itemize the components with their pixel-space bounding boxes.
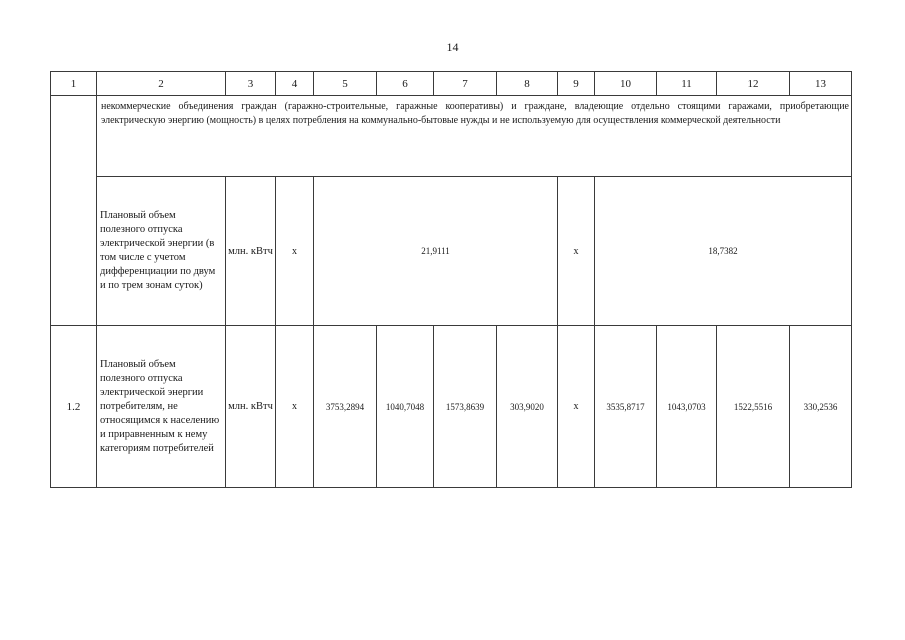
column-header: 11 bbox=[657, 72, 717, 96]
column-header: 13 bbox=[790, 72, 852, 96]
column-header: 6 bbox=[377, 72, 434, 96]
column-header: 12 bbox=[717, 72, 790, 96]
row-label: Плановый объем полезного отпуска электрической энергии потребителям, не относящимся к населению и приравненным к нему категориям потребителей bbox=[97, 326, 226, 488]
page-number: 14 bbox=[446, 40, 459, 54]
col4-cell: х bbox=[276, 177, 314, 326]
row-number-cell bbox=[51, 96, 97, 326]
col4-cell: х bbox=[276, 326, 314, 488]
unit-cell: млн. кВтч bbox=[226, 326, 276, 488]
column-header: 3 bbox=[226, 72, 276, 96]
value-cell: 303,9020 bbox=[497, 326, 558, 488]
unit-cell: млн. кВтч bbox=[226, 177, 276, 326]
header-row bbox=[51, 72, 852, 96]
value-cell: 3753,2894 bbox=[314, 326, 377, 488]
section-description: некоммерческие объединения граждан (гаражно-строительные, гаражные кооперативы) и граждане, владеющие отдельно стоящими гаражами, приобретающие электрическую энергию (мощность) в целях потребления на коммунально-бытовые нужды и не используемую для осуществления коммерческой деятельности bbox=[97, 96, 852, 177]
column-header: 5 bbox=[314, 72, 377, 96]
column-header: 2 bbox=[97, 72, 226, 96]
col9-cell: х bbox=[558, 177, 595, 326]
column-header: 1 bbox=[51, 72, 97, 96]
column-header: 8 bbox=[497, 72, 558, 96]
value-cell: 3535,8717 bbox=[595, 326, 657, 488]
column-header: 9 bbox=[558, 72, 595, 96]
column-header: 10 bbox=[595, 72, 657, 96]
row-number: 1.2 bbox=[51, 326, 97, 488]
value-cell: 1040,7048 bbox=[377, 326, 434, 488]
value-cell: 330,2536 bbox=[790, 326, 852, 488]
section-row bbox=[51, 96, 852, 177]
value-cell: 18,7382 bbox=[595, 177, 852, 326]
col9-cell: х bbox=[558, 326, 595, 488]
tariff-table bbox=[50, 71, 852, 488]
value-cell: 1573,8639 bbox=[434, 326, 497, 488]
table-row bbox=[51, 326, 852, 488]
value-cell: 21,9111 bbox=[314, 177, 558, 326]
column-header: 4 bbox=[276, 72, 314, 96]
table-row bbox=[51, 177, 852, 326]
column-header: 7 bbox=[434, 72, 497, 96]
row-label: Плановый объем полезного отпуска электрической энергии (в том числе с учетом дифференциации по двум и по трем зонам суток) bbox=[97, 177, 226, 326]
value-cell: 1043,0703 bbox=[657, 326, 717, 488]
value-cell: 1522,5516 bbox=[717, 326, 790, 488]
